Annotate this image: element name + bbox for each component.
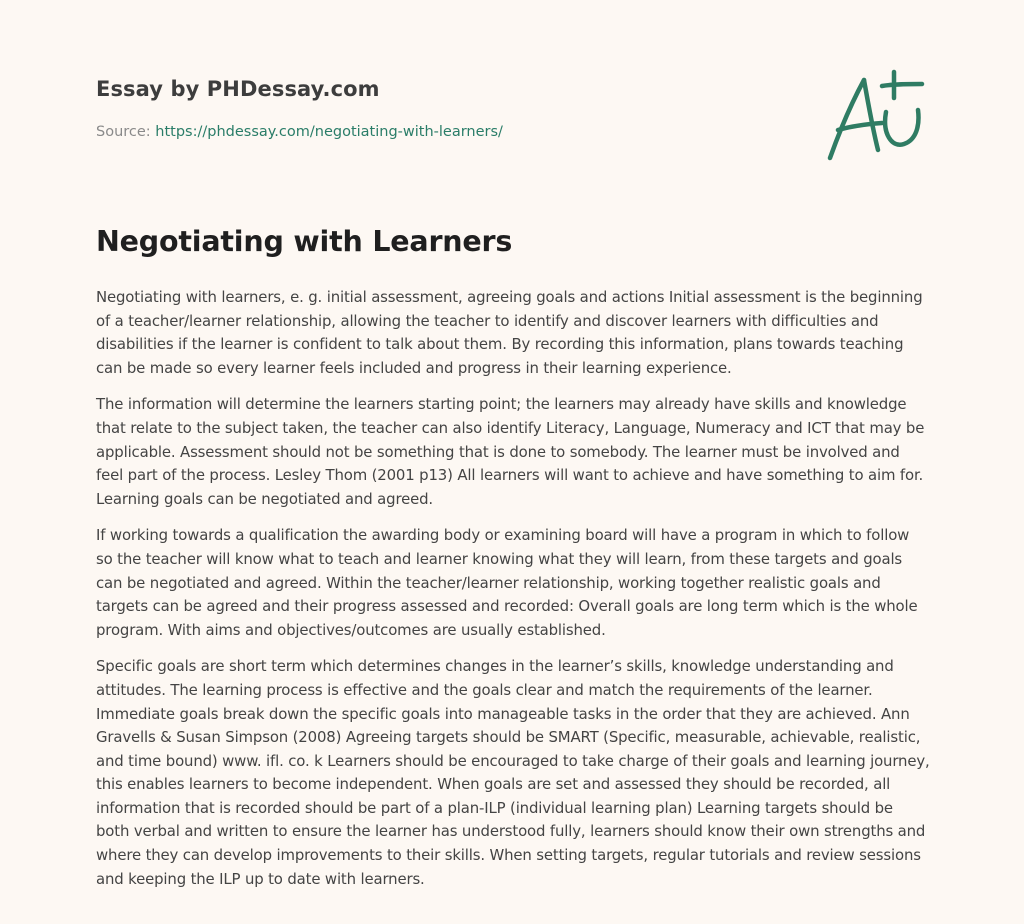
essay-body <box>96 286 930 904</box>
site-brand: Essay by PHDessay.com <box>96 77 380 101</box>
essay-paragraph: The information will determine the learners starting point; the learners may already have skills and knowledge that relate to the subject taken, the teacher can also identify Literacy, Language, Numeracy and ICT that may be applicable. Assessment should not be something that is done to somebody. The learner must be involved and feel part of the process. Lesley Thom (2001 p13) All learners will want to achieve and have something to aim for. Learning goals can be negotiated and agreed. <box>96 395 925 508</box>
essay-paragraph: Negotiating with learners, e. g. initial assessment, agreeing goals and actions Initial assessment is the beginning of a teacher/learner relationship, allowing the teacher to identify and discover learners with difficulties and disabilities if the learner is confident to talk about them. By recording this information, plans towards teaching can be made so every learner feels included and progress in their learning experience. <box>96 288 923 377</box>
a-plus-logo-icon <box>822 68 928 164</box>
essay-paragraph: Specific goals are short term which determines changes in the learner’s skills, knowledge understanding and attitudes. The learning process is effective and the goals clear and match the requirements of the learner. Immediate goals break down the specific goals into manageable tasks in the order that they are achieved. Ann Gravells & Susan Simpson (2008) Agreeing targets should be SMART (Specific, measurable, achievable, realistic, and time bound) www. ifl. co. k Learners should be encouraged to take charge of their goals and learning journey, this enables learners to become independent. When goals are set and assessed they should be recorded, all information that is recorded should be part of a plan-ILP (individual learning plan) Learning targets should be both verbal and written to ensure the learner has understood fully, learners should know their own strengths and where they can develop improvements to their skills. When setting targets, regular tutorials and review sessions and keeping the ILP up to date with learners. <box>96 657 930 888</box>
source-line <box>96 124 503 140</box>
essay-title: Negotiating with Learners <box>96 225 513 258</box>
essay-paragraph: If working towards a qualification the awarding body or examining board will have a program in which to follow so the teacher will know what to teach and learner knowing what they will learn, from these targets and goals can be negotiated and agreed. Within the teacher/learner relationship, working together realistic goals and targets can be agreed and their progress assessed and recorded: Overall goals are long term which is the whole program. With aims and objectives/outcomes are usually established. <box>96 526 918 639</box>
source-label: Source: <box>96 124 156 140</box>
source-link[interactable]: https://phdessay.com/negotiating-with-learners/ <box>155 124 503 140</box>
